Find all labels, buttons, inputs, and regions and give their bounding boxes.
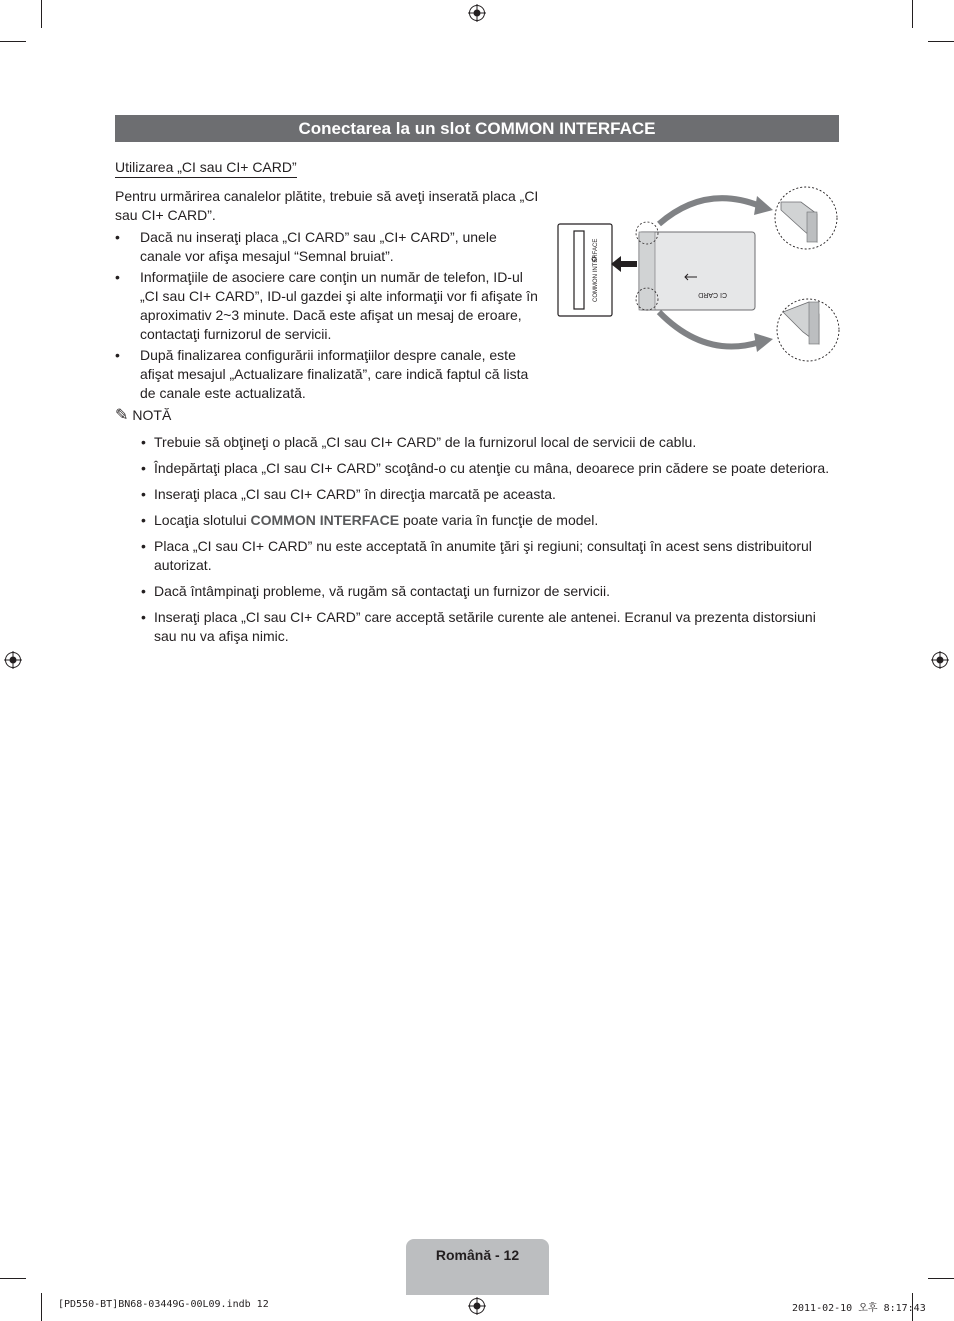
list-item-text: Dacă nu inseraţi placa „CI CARD” sau „CI+ CARD”, unele canale vor afişa mesajul “Semnal bruiat”. xyxy=(140,229,497,264)
list-item xyxy=(141,485,831,504)
bullet-icon: • xyxy=(141,486,146,502)
card-label: CI CARD xyxy=(698,291,727,298)
page-number: Română - 12 xyxy=(435,1247,520,1263)
bullet-icon: • xyxy=(141,434,146,450)
section-title: Conectarea la un slot COMMON INTERFACE xyxy=(115,115,839,142)
list-item xyxy=(115,346,540,403)
registration-mark-icon xyxy=(4,651,22,669)
crop-mark xyxy=(0,41,26,42)
list-item xyxy=(141,459,831,478)
bullet-icon: • xyxy=(115,229,120,245)
print-slug-date: 2011-02-10 오후 8:17:43 xyxy=(792,1303,926,1314)
list-item-text: Inseraţi placa „CI sau CI+ CARD” care acceptă setările curente ale antenei. Ecranul va prezenta distorsiuni sau nu va afişa nimic. xyxy=(154,609,816,644)
list-item-text: Locaţia slotului xyxy=(154,512,251,528)
list-item xyxy=(141,537,831,575)
ci-card-illustration xyxy=(555,184,841,364)
pencil-icon: ✎ xyxy=(115,407,129,424)
bullet-icon: • xyxy=(141,538,146,554)
crop-mark xyxy=(0,1278,26,1279)
curved-arrow-icon xyxy=(659,312,760,347)
list-item xyxy=(141,582,831,601)
slot-panel xyxy=(558,224,612,316)
note-list xyxy=(141,433,831,653)
insert-arrow-icon xyxy=(611,256,637,272)
slot-edge-bottom xyxy=(809,302,819,344)
list-item xyxy=(141,511,831,530)
note-label: NOTĂ xyxy=(132,407,172,423)
ci-card xyxy=(639,232,755,310)
slot-edge-top xyxy=(807,212,817,242)
note-heading xyxy=(115,406,171,425)
list-item-text: Placa „CI sau CI+ CARD” nu este acceptată în anumite ţări şi regiuni; consultaţi în acest sens distribuitorul autorizat. xyxy=(154,538,812,573)
list-item-text: După finalizarea configurării informaţiilor despre canale, este afişat mesajul „Actualizare finalizată”, care indică faptul că lista de canale este actualizată. xyxy=(140,347,529,401)
curved-arrow-icon xyxy=(659,198,760,224)
print-slug-file: [PD550-BT]BN68-03449G-00L09.indb 12 xyxy=(58,1299,269,1310)
list-item-text: Trebuie să obţineţi o placă „CI sau CI+ CARD” de la furnizorul local de servicii de cablu. xyxy=(154,434,697,450)
curved-arrow-head-icon xyxy=(754,333,773,352)
bullet-icon: • xyxy=(141,609,146,625)
emphasis-text: COMMON INTERFACE xyxy=(250,512,400,528)
intro-paragraph: Pentru urmărirea canalelor plătite, trebuie să aveţi inserată placa „CI sau CI+ CARD”. xyxy=(115,188,539,223)
crop-mark xyxy=(912,0,913,28)
crop-mark xyxy=(928,1278,954,1279)
list-item-text: Inseraţi placa „CI sau CI+ CARD” în direcţia marcată pe aceasta. xyxy=(154,486,556,502)
bullet-icon: • xyxy=(115,269,120,285)
list-item xyxy=(141,433,831,452)
list-item xyxy=(141,608,831,646)
registration-mark-icon xyxy=(468,4,486,22)
list-item xyxy=(115,228,540,266)
bullet-icon: • xyxy=(141,583,146,599)
list-item-text: Îndepărtaţi placa „CI sau CI+ CARD” scoţând-o cu atenţie cu mâna, deoarece prin cădere se poate deteriora. xyxy=(154,460,830,476)
list-item-text: Informaţiile de asociere care conţin un număr de telefon, ID-ul „CI sau CI+ CARD”, ID-ul gazdei şi alte informaţii vor fi afişate în aproximativ 2~3 minute. Dacă este afişat un mesaj de eroare, contactaţi furnizorul de servicii. xyxy=(140,269,538,342)
bullet-icon: • xyxy=(141,512,146,528)
slot-label: COMMON INTERFACE xyxy=(593,238,599,302)
crop-mark xyxy=(41,0,42,28)
list-item-text: Dacă întâmpinaţi probleme, vă rugăm să contactaţi un furnizor de servicii. xyxy=(154,583,610,599)
curved-arrow-head-icon xyxy=(754,196,773,215)
crop-mark xyxy=(41,1293,42,1321)
bullet-icon: • xyxy=(141,460,146,476)
registration-mark-icon xyxy=(468,1297,486,1315)
list-item-text: poate varia în funcţie de model. xyxy=(399,512,599,528)
page-number-tab xyxy=(406,1239,549,1295)
subheading: Utilizarea „CI sau CI+ CARD” xyxy=(115,159,297,178)
crop-mark xyxy=(928,41,954,42)
bullet-icon: • xyxy=(115,347,120,363)
list-item xyxy=(115,268,540,344)
bullet-list xyxy=(115,228,540,405)
registration-mark-icon xyxy=(931,651,949,669)
